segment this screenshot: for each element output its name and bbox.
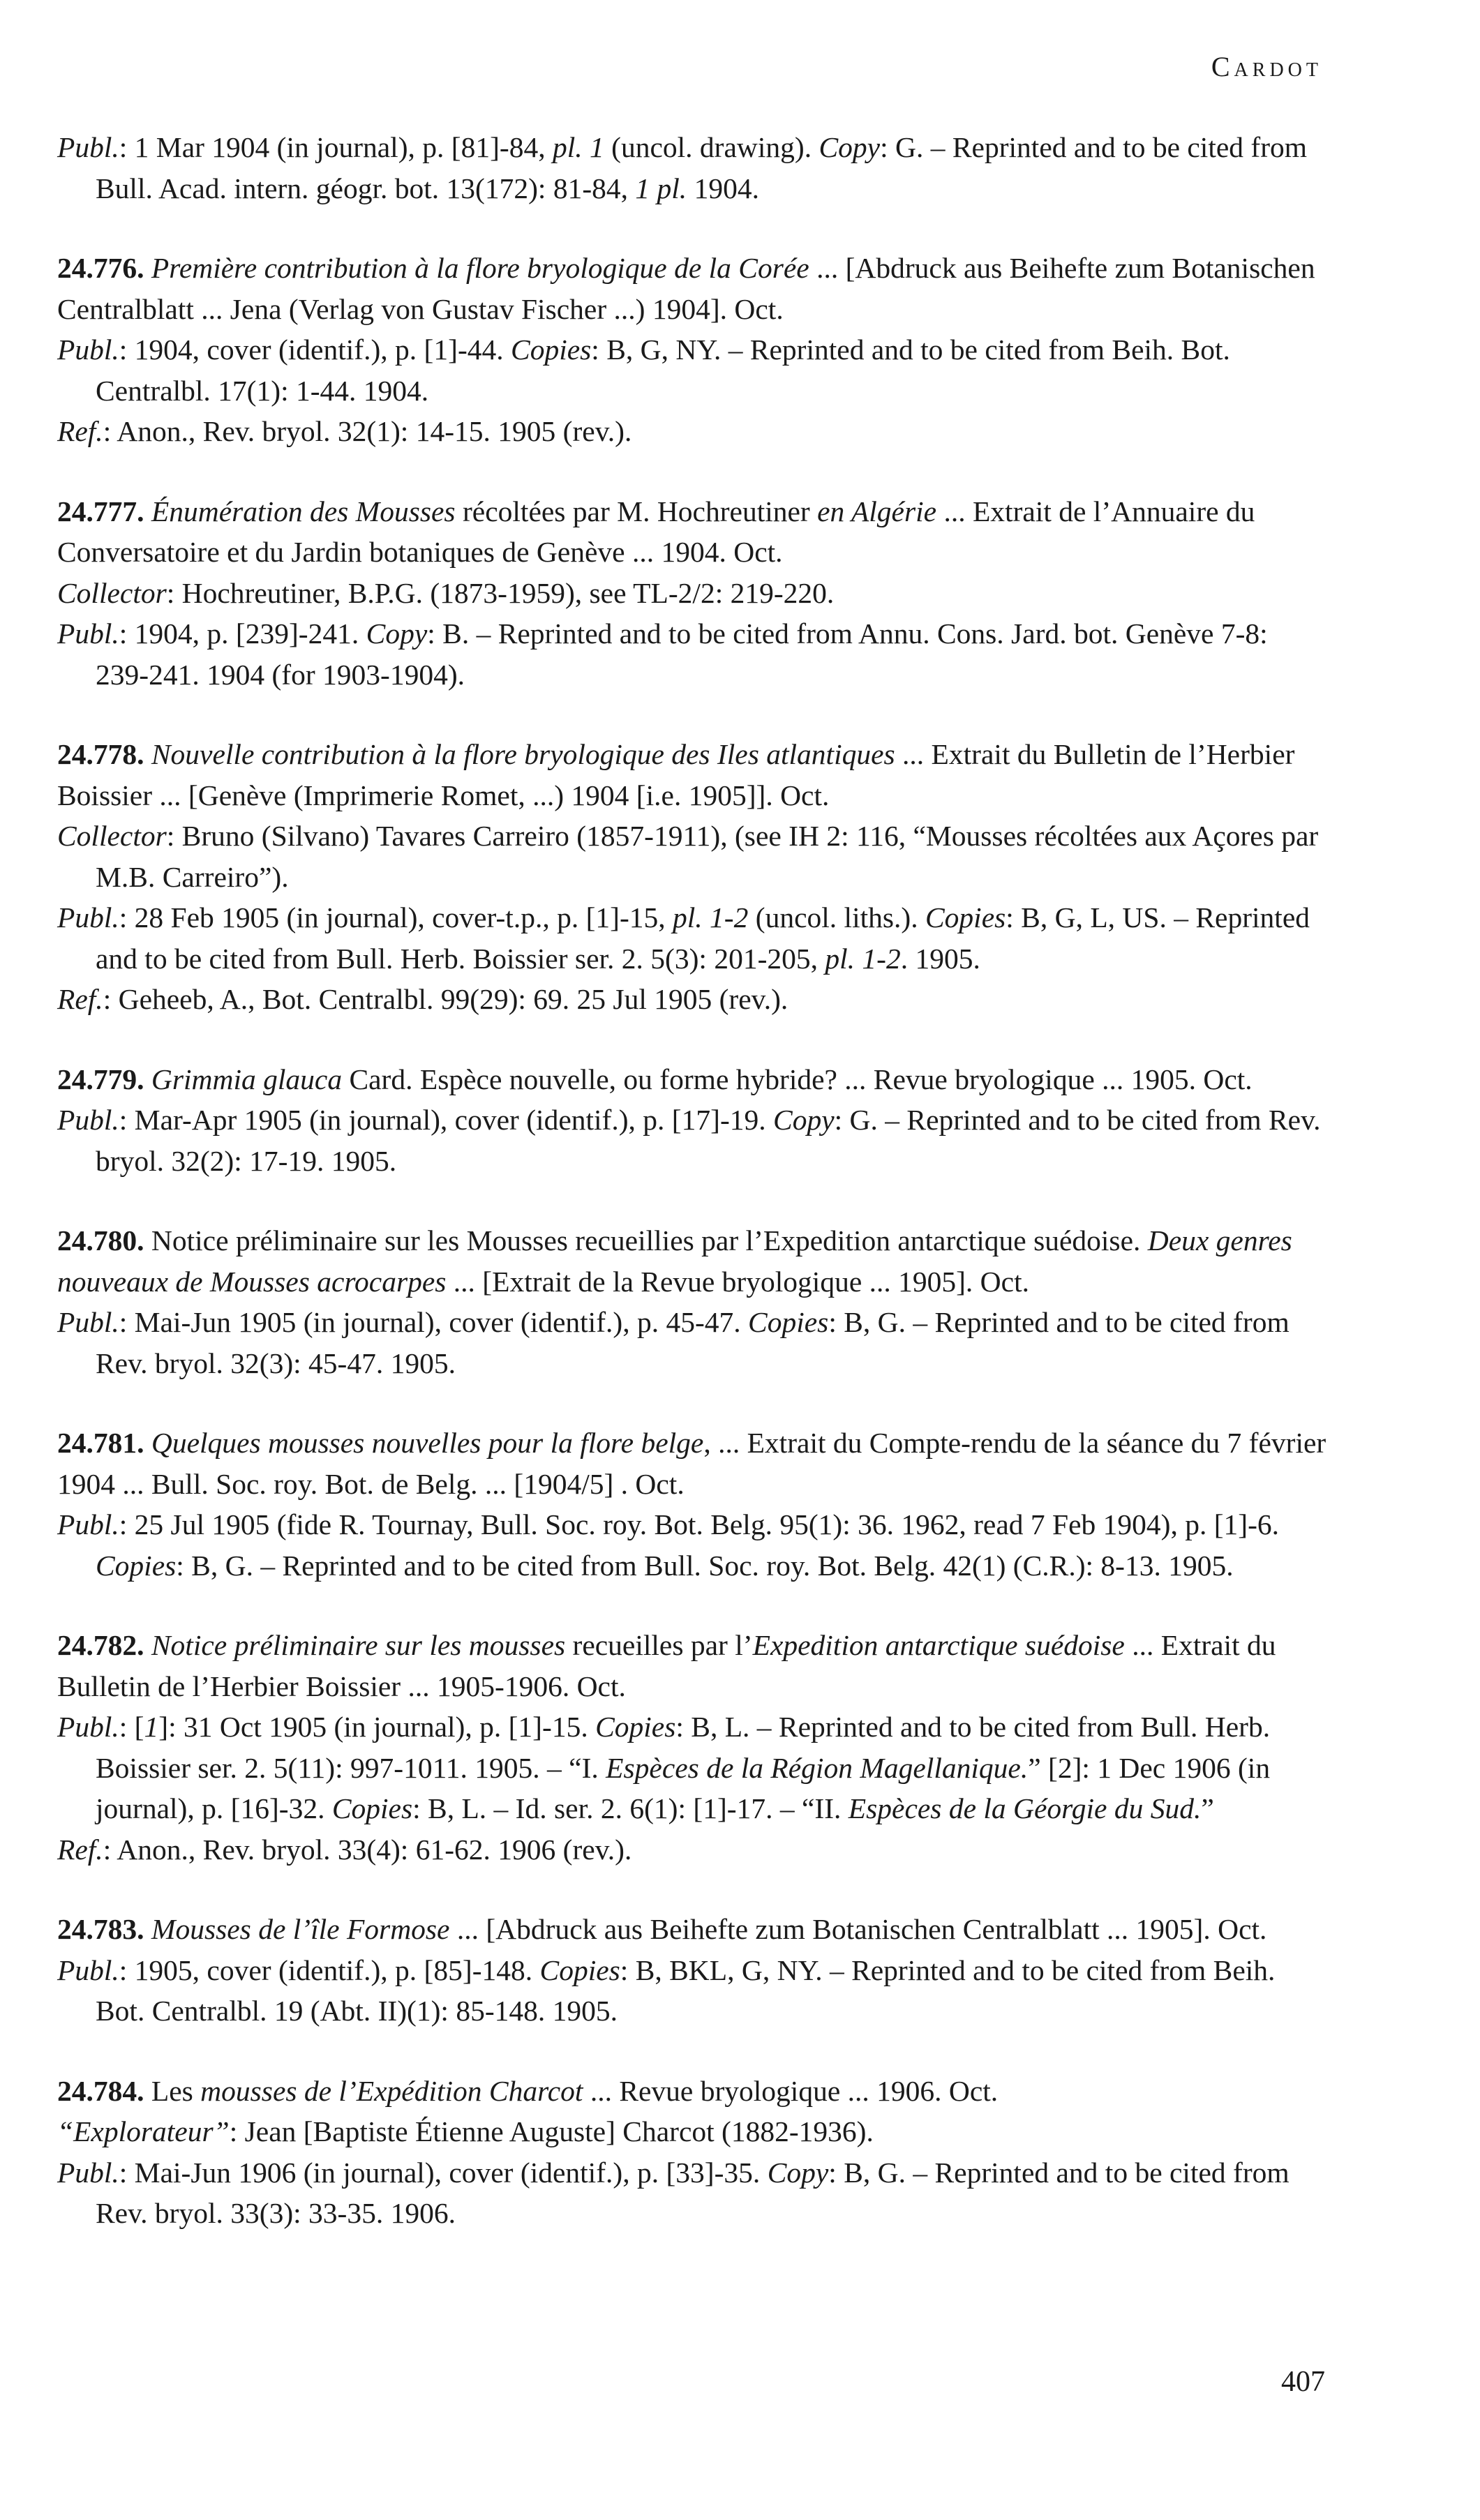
publ-line: Publ.: 25 Jul 1905 (fide R. Tournay, Bull. Soc. roy. Bot. Belg. 95(1): 36. 1962, read 7 Feb 1904), p. [1]-6. Copies: B, G. – Reprinted and to be cited from Bull. Soc. roy. Bot. Belg. 42(1) (C.R.): 8-13. 1905. xyxy=(57,1508,1280,1582)
entry-number: 24.779. xyxy=(57,1063,144,1095)
publ-line: Publ.: 1904, p. [239]-241. Copy: B. – Reprinted and to be cited from Annu. Cons. Jard. bot. Genève 7-8: 239-241. 1904 (for 1903-1904). xyxy=(57,617,1268,691)
publ-line: Publ.: 28 Feb 1905 (in journal), cover-t.p., p. [1]-15, pl. 1-2 (uncol. liths.). Copies: B, G, L, US. – Reprinted and to be cited from Bull. Herb. Boissier ser. 2. 5(3): 201-205, pl. 1-2. 1905. xyxy=(57,901,1310,975)
publ-line: Publ.: [1]: 31 Oct 1905 (in journal), p. [1]-15. Copies: B, L. – Reprinted and to be cited from Bull. Herb. Boissier ser. 2. 5(11): 997-1011. 1905. – “I. Espèces de la Région Magellanique.” [2]: 1 Dec 1906 (in journal), p. [16]-32. Copies: B, L. – Id. ser. 2. 6(1): [1]-17. – “II. Espèces de la Géorgie du Sud.” xyxy=(57,1711,1271,1824)
entry-24-779 xyxy=(57,1059,1327,1182)
entry-24-781 xyxy=(57,1423,1327,1586)
entry-number: 24.783. xyxy=(57,1913,144,1945)
publ-line: Publ.: Mai-Jun 1905 (in journal), cover (identif.), p. 45-47. Copies: B, G. – Reprinted and to be cited from Rev. bryol. 32(3): 45-47. 1905. xyxy=(57,1306,1290,1379)
publ-line: Publ.: Mar-Apr 1905 (in journal), cover (identif.), p. [17]-19. Copy: G. – Reprinted and to be cited from Rev. bryol. 32(2): 17-19. 1905. xyxy=(57,1104,1321,1177)
bibliography-content xyxy=(57,127,1327,2273)
publ-line: Publ.: 1 Mar 1904 (in journal), p. [81]-84, pl. 1 (uncol. drawing). Copy: G. – Reprinted and to be cited from Bull. Acad. intern. géogr. bot. 13(172): 81-84, 1 pl. 1904. xyxy=(57,131,1308,204)
entry-number: 24.776. xyxy=(57,252,144,284)
entry-24-784 xyxy=(57,2071,1327,2234)
entry-number: 24.777. xyxy=(57,495,144,527)
entry-24-783 xyxy=(57,1909,1327,2032)
entry-number: 24.781. xyxy=(57,1427,144,1459)
entry-title: 24.783. Mousses de l’île Formose ... [Abdruck aus Beihefte zum Botanischen Centralblatt ... 1905]. Oct. xyxy=(57,1913,1267,1945)
continued-entry xyxy=(57,127,1327,209)
collector-line: Collector: Bruno (Silvano) Tavares Carreiro (1857-1911), (see IH 2: 116, “Mousses récoltées aux Açores par M.B. Carreiro”). xyxy=(57,820,1319,893)
entry-title: 24.784. Les mousses de l’Expédition Charcot ... Revue bryologique ... 1906. Oct. xyxy=(57,2074,999,2107)
entry-24-782 xyxy=(57,1625,1327,1870)
page-number: 407 xyxy=(1281,2366,1325,2398)
entry-title: 24.779. Grimmia glauca Card. Espèce nouvelle, ou forme hybride? ... Revue bryologique ... 1905. Oct. xyxy=(57,1063,1253,1095)
entry-title: 24.778. Nouvelle contribution à la flore bryologique des Iles atlantiques ... Extrait du Bulletin de l’Herbier Boissier ... [Genève (Imprimerie Romet, ...) 1904 [i.e. 1905]]. Oct. xyxy=(57,738,1295,811)
entry-number: 24.780. xyxy=(57,1224,144,1257)
entry-number: 24.778. xyxy=(57,738,144,770)
collector-line: Collector: Hochreutiner, B.P.G. (1873-1959), see TL-2/2: 219-220. xyxy=(57,576,835,609)
ref-line: Ref.: Geheeb, A., Bot. Centralbl. 99(29): 69. 25 Jul 1905 (rev.). xyxy=(57,983,788,1015)
publ-line: Publ.: 1905, cover (identif.), p. [85]-148. Copies: B, BKL, G, NY. – Reprinted and to be cited from Beih. Bot. Centralbl. 19 (Abt. II)(1): 85-148. 1905. xyxy=(57,1953,1276,2027)
entry-title: 24.777. Énumération des Mousses récoltées par M. Hochreutiner en Algérie ... Extrait de l’Annuaire du Conversatoire et du Jardin botaniques de Genève ... 1904. Oct. xyxy=(57,495,1255,568)
entry-title: 24.782. Notice préliminaire sur les mousses recueilles par l’Expedition antarctique suédoise ... Extrait du Bulletin de l’Herbier Boissier ... 1905-1906. Oct. xyxy=(57,1629,1276,1702)
ref-line: Ref.: Anon., Rev. bryol. 32(1): 14-15. 1905 (rev.). xyxy=(57,415,632,447)
entry-24-778 xyxy=(57,734,1327,1020)
entry-title: 24.780. Notice préliminaire sur les Mousses recueillies par l’Expedition antarctique suédoise. Deux genres nouveaux de Mousses acrocarpes ... [Extrait de la Revue bryologique ... 1905]. Oct. xyxy=(57,1224,1292,1298)
entry-number: 24.784. xyxy=(57,2074,144,2107)
publ-line: Publ.: 1904, cover (identif.), p. [1]-44. Copies: B, G, NY. – Reprinted and to be cited from Beih. Bot. Centralbl. 17(1): 1-44. 1904. xyxy=(57,333,1230,407)
entry-title: 24.776. Première contribution à la flore bryologique de la Corée ... [Abdruck aus Beihefte zum Botanischen Centralblatt ... Jena (Verlag von Gustav Fischer ...) 1904]. Oct. xyxy=(57,252,1315,325)
entry-title: 24.781. Quelques mousses nouvelles pour la flore belge, ... Extrait du Compte-rendu de la séance du 7 février 1904 ... Bull. Soc. roy. Bot. de Belg. ... [1904/5] . Oct. xyxy=(57,1427,1326,1500)
ref-line: Ref.: Anon., Rev. bryol. 33(4): 61-62. 1906 (rev.). xyxy=(57,1833,632,1866)
explorer-line: “Explorateur”: Jean [Baptiste Étienne Auguste] Charcot (1882-1936). xyxy=(57,2115,874,2147)
entry-number: 24.782. xyxy=(57,1629,144,1661)
entry-24-776 xyxy=(57,248,1327,452)
entry-24-777 xyxy=(57,491,1327,696)
entry-24-780 xyxy=(57,1220,1327,1383)
running-header: Cardot xyxy=(1211,51,1322,82)
publ-line: Publ.: Mai-Jun 1906 (in journal), cover (identif.), p. [33]-35. Copy: B, G. – Reprinted and to be cited from Rev. bryol. 33(3): 33-35. 1906. xyxy=(57,2156,1290,2229)
